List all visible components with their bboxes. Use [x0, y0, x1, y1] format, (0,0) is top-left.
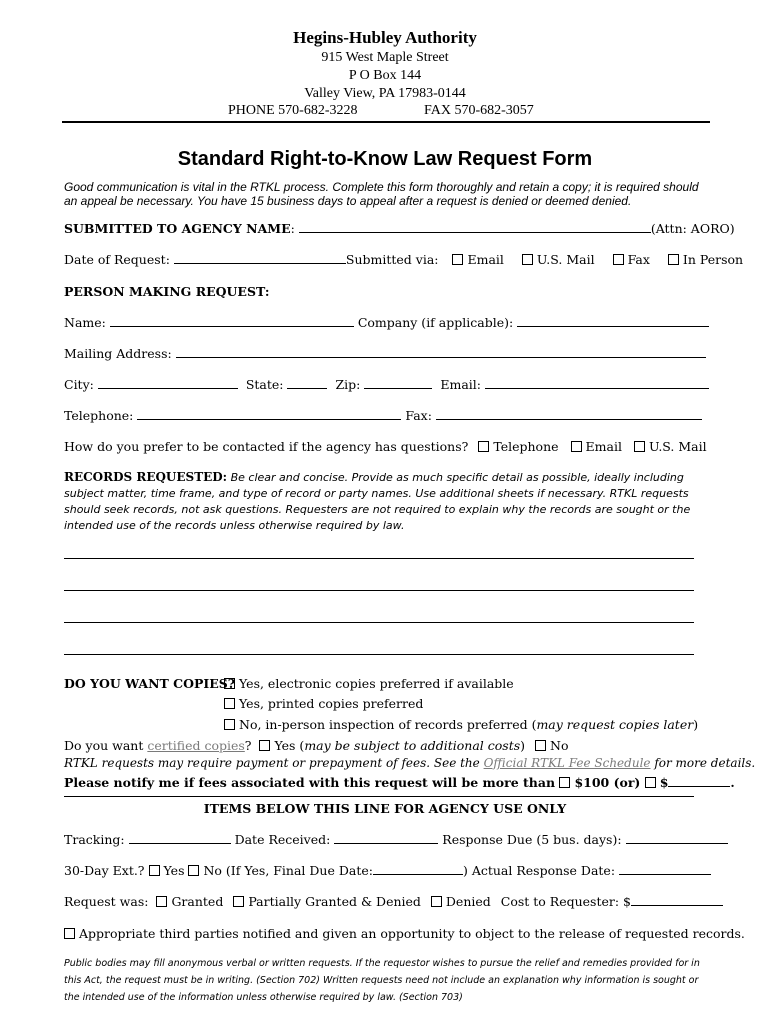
via-in-person-option[interactable] [668, 252, 743, 267]
header-rule [62, 121, 710, 123]
name-row [64, 315, 709, 330]
notify-100-option[interactable] [559, 775, 640, 790]
certified-copies-link[interactable]: certified copies [147, 738, 245, 753]
granted-option[interactable] [156, 894, 223, 909]
fax-field[interactable] [436, 408, 702, 420]
records-line-1[interactable] [64, 558, 694, 559]
option-label: $ [659, 775, 669, 790]
date-field[interactable] [174, 252, 346, 264]
org-street: 915 West Maple Street [321, 50, 449, 65]
telephone-label: Telephone: [64, 408, 134, 423]
checkbox[interactable] [522, 254, 533, 265]
checkbox[interactable] [535, 740, 546, 751]
option-label: Email [467, 252, 504, 267]
agency-name-field[interactable] [299, 221, 651, 233]
option-label-end: ) [520, 738, 526, 753]
checkbox[interactable] [645, 777, 656, 788]
option-label: No [203, 863, 222, 878]
copies-inspection-option[interactable] [224, 717, 698, 732]
agency-divider [64, 796, 694, 797]
company-label: Company (if applicable): [357, 315, 514, 330]
final-due-label: (If Yes, Final Due Date: [225, 863, 373, 878]
fees-text-end: for more details. [650, 756, 756, 770]
via-email-option[interactable] [452, 252, 503, 267]
option-label: Granted [171, 894, 224, 909]
org-fax: FAX 570-682-3057 [424, 103, 534, 118]
certified-no-option[interactable] [535, 738, 568, 753]
checkbox[interactable] [571, 441, 582, 452]
agency-use-heading: ITEMS BELOW THIS LINE FOR AGENCY USE ONLY [203, 801, 567, 816]
org-pobox: P O Box 144 [348, 68, 422, 83]
agency-label: SUBMITTED TO AGENCY NAME [64, 221, 291, 236]
notify-custom-option[interactable] [645, 775, 735, 790]
contact-mail-option[interactable] [634, 439, 707, 454]
copies-electronic-option[interactable] [224, 676, 514, 691]
date-label: Date of Request: [64, 252, 170, 267]
checkbox[interactable] [559, 777, 570, 788]
option-label: U.S. Mail [648, 439, 707, 454]
via-label: Submitted via: [345, 252, 439, 267]
copies-printed-option[interactable] [224, 696, 423, 711]
contact-question: How do you prefer to be contacted if the agency has questions? [64, 439, 469, 454]
fees-note [64, 756, 755, 770]
option-label: Fax [627, 252, 650, 267]
option-label: Yes, printed copies preferred [239, 696, 424, 711]
records-paragraph [64, 469, 710, 534]
agency-colon: : [290, 221, 295, 236]
form-title: Standard Right-to-Know Law Request Form [177, 148, 593, 170]
agency-row [64, 221, 735, 236]
denied-option[interactable] [431, 894, 491, 909]
city-label: City: [64, 377, 94, 392]
records-line-2[interactable] [64, 590, 694, 591]
name-label: Name: [64, 315, 106, 330]
option-label: Yes, electronic copies preferred if available [239, 676, 514, 691]
checkbox[interactable] [224, 719, 235, 730]
org-city: Valley View, PA 17983-0144 [304, 86, 466, 101]
zip-label: Zip: [335, 377, 361, 392]
date-row [64, 252, 743, 267]
tracking-row [64, 832, 728, 847]
certified-yes-option[interactable] [259, 738, 525, 753]
records-line-3[interactable] [64, 622, 694, 623]
certified-label: Do you want [64, 738, 148, 753]
checkbox[interactable] [149, 865, 160, 876]
checkbox[interactable] [634, 441, 645, 452]
actual-response-field[interactable] [619, 863, 711, 875]
request-was-row [64, 894, 723, 909]
actual-response-label: ) Actual Response Date: [462, 863, 616, 878]
person-heading: PERSON MAKING REQUEST: [64, 284, 270, 299]
state-field[interactable] [287, 377, 327, 389]
option-label: Partially Granted & Denied [248, 894, 421, 909]
option-note: may request copies later [536, 717, 694, 732]
via-mail-option[interactable] [522, 252, 595, 267]
option-label: Yes [163, 863, 185, 878]
agency-attn: (Attn: AORO) [650, 221, 735, 236]
zip-field[interactable] [364, 377, 432, 389]
notify-row [64, 775, 735, 790]
checkbox[interactable] [224, 698, 235, 709]
date-received-label: Date Received: [234, 832, 331, 847]
cost-label: Cost to Requester: $ [500, 894, 631, 909]
third-party-option[interactable] [64, 926, 745, 941]
contact-telephone-option[interactable] [478, 439, 558, 454]
contact-pref-row [64, 439, 707, 454]
company-field[interactable] [517, 315, 709, 327]
fax-label: Fax: [405, 408, 432, 423]
option-label: U.S. Mail [536, 252, 595, 267]
response-due-label: Response Due (5 bus. days): [442, 832, 622, 847]
option-label: Yes ( [274, 738, 305, 753]
checkbox[interactable] [233, 896, 244, 907]
checkbox[interactable] [188, 865, 199, 876]
notify-text: Please notify me if fees associated with this request will be more than [64, 775, 556, 790]
tracking-label: Tracking: [64, 832, 125, 847]
intro-text: Good communication is vital in the RTKL process. Complete this form thoroughly and retain a copy; it is required should an appeal be necessary. You have 15 business days to appeal after a request is denied or deemed denied. [64, 180, 699, 208]
extension-row [64, 863, 711, 878]
option-label: $100 (or) [574, 775, 641, 790]
extension-no-option[interactable] [188, 863, 221, 878]
fees-text: RTKL requests may require payment or prepayment of fees. See the [64, 756, 484, 770]
date-received-field[interactable] [334, 832, 438, 844]
org-name: Hegins-Hubley Authority [293, 28, 477, 47]
email-field[interactable] [485, 377, 709, 389]
name-field[interactable] [110, 315, 354, 327]
option-label: Denied [445, 894, 491, 909]
telephone-row [64, 408, 702, 423]
state-label: State: [245, 377, 284, 392]
checkbox[interactable] [259, 740, 270, 751]
checkbox[interactable] [224, 678, 235, 689]
custom-amount-field[interactable] [668, 775, 730, 787]
option-label: Appropriate third parties notified and given an opportunity to object to the release of requested records. [79, 926, 745, 941]
checkbox[interactable] [64, 928, 75, 939]
cost-field[interactable] [631, 894, 723, 906]
extension-yes-option[interactable] [149, 863, 185, 878]
org-phone: PHONE 570-682-3228 [228, 103, 358, 118]
final-due-field[interactable] [373, 863, 463, 875]
option-label: No, in-person inspection of records preferred ( [239, 717, 537, 732]
certified-row [64, 738, 568, 753]
request-was-label: Request was: [64, 894, 149, 909]
extension-label: 30-Day Ext.? [64, 863, 145, 878]
mailing-field[interactable] [176, 346, 706, 358]
telephone-field[interactable] [137, 408, 401, 420]
response-due-field[interactable] [626, 832, 728, 844]
option-label: Email [585, 439, 622, 454]
option-label: No [550, 738, 569, 753]
city-row [64, 377, 709, 392]
records-instructions: Be clear and concise. Provide as much specific detail as possible, ideally including subject matter, time frame, and type of record or party names. Use additional sheets if necessary. RTKL requests should seek records, not ask questions. Requesters are not required to explain why the records are sought or the intended use of the records unless otherwise required by law. [64, 471, 691, 532]
mailing-label: Mailing Address: [64, 346, 172, 361]
certified-question-mark: ? [244, 738, 252, 753]
checkbox[interactable] [613, 254, 624, 265]
checkbox[interactable] [668, 254, 679, 265]
partial-option[interactable] [233, 894, 421, 909]
records-line-4[interactable] [64, 654, 694, 655]
option-note: may be subject to additional costs [304, 738, 521, 753]
records-heading: RECORDS REQUESTED: [64, 470, 228, 484]
checkbox[interactable] [478, 441, 489, 452]
via-fax-option[interactable] [613, 252, 650, 267]
period: . [730, 775, 735, 790]
checkbox[interactable] [431, 896, 442, 907]
tracking-field[interactable] [129, 832, 231, 844]
option-label: Telephone [493, 439, 559, 454]
fee-schedule-link[interactable]: Official RTKL Fee Schedule [483, 756, 651, 770]
footer-note: Public bodies may fill anonymous verbal or written requests. If the requestor wishes to pursue the relief and remedies provided for in this Act, the request must be in writing. (Section 702) Written requests need not include an explanation why information is sought or the intended use of the information unless otherwise required by law. (Section 703) [64, 958, 700, 1003]
email-label: Email: [440, 377, 481, 392]
contact-email-option[interactable] [571, 439, 622, 454]
checkbox[interactable] [156, 896, 167, 907]
option-label: In Person [682, 252, 744, 267]
option-label-end: ) [693, 717, 699, 732]
mailing-row [64, 346, 706, 361]
copies-heading: DO YOU WANT COPIES? [64, 676, 236, 691]
city-field[interactable] [98, 377, 238, 389]
checkbox[interactable] [452, 254, 463, 265]
